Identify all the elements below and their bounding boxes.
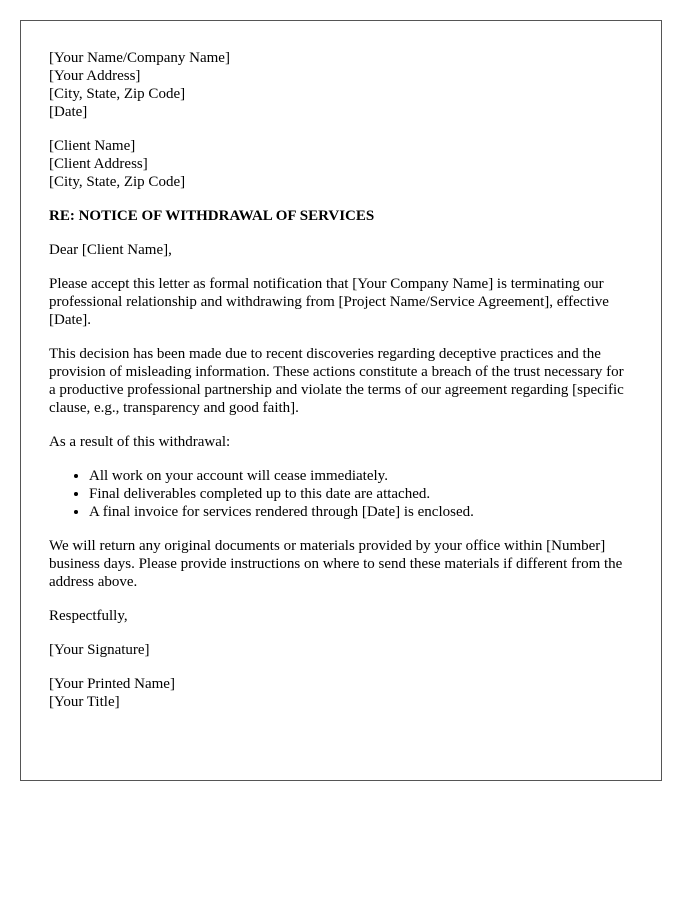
letter-date: [Date] bbox=[49, 104, 88, 120]
body-paragraph-return-materials: We will return any original documents or materials provided by your office within [Number] business days. Please provide instructions on where to send these materials if different from the address above. bbox=[49, 538, 623, 590]
sender-address: [Your Address] bbox=[49, 68, 141, 84]
signature: [Your Signature] bbox=[49, 642, 150, 658]
sender-block bbox=[49, 49, 633, 121]
list-item: • All work on your account will cease immediately. bbox=[89, 467, 633, 485]
printed-name: [Your Printed Name] bbox=[49, 676, 175, 692]
recipient-name: [Client Name] bbox=[49, 138, 136, 154]
body-paragraph-reason: This decision has been made due to recent discoveries regarding deceptive practices and the provision of misleading information. These actions constitute a breach of the trust necessary for a productive professional partnership and violate the terms of our agreement regarding [specific clause, e.g., transparency and good faith]. bbox=[49, 346, 624, 416]
recipient-city-state-zip: [City, State, Zip Code] bbox=[49, 174, 186, 190]
sender-name: [Your Name/Company Name] bbox=[49, 50, 230, 66]
recipient-address: [Client Address] bbox=[49, 156, 148, 172]
list-item: • Final deliverables completed up to this date are attached. bbox=[89, 485, 633, 503]
letter-page bbox=[20, 20, 662, 781]
list-item: • A final invoice for services rendered through [Date] is enclosed. bbox=[89, 503, 633, 521]
body-paragraph-notification: Please accept this letter as formal notification that [Your Company Name] is terminating our professional relationship and withdrawing from [Project Name/Service Agreement], effective [Date]. bbox=[49, 276, 609, 328]
subject-line: RE: NOTICE OF WITHDRAWAL OF SERVICES bbox=[49, 208, 375, 224]
sender-city-state-zip: [City, State, Zip Code] bbox=[49, 86, 186, 102]
salutation: Dear [Client Name], bbox=[49, 242, 172, 258]
recipient-block bbox=[49, 137, 633, 191]
signer-title: [Your Title] bbox=[49, 694, 120, 710]
closing: Respectfully, bbox=[49, 608, 128, 624]
body-paragraph-result-intro: As a result of this withdrawal: bbox=[49, 434, 231, 450]
signature-block bbox=[49, 675, 633, 711]
consequences-list bbox=[49, 467, 633, 521]
